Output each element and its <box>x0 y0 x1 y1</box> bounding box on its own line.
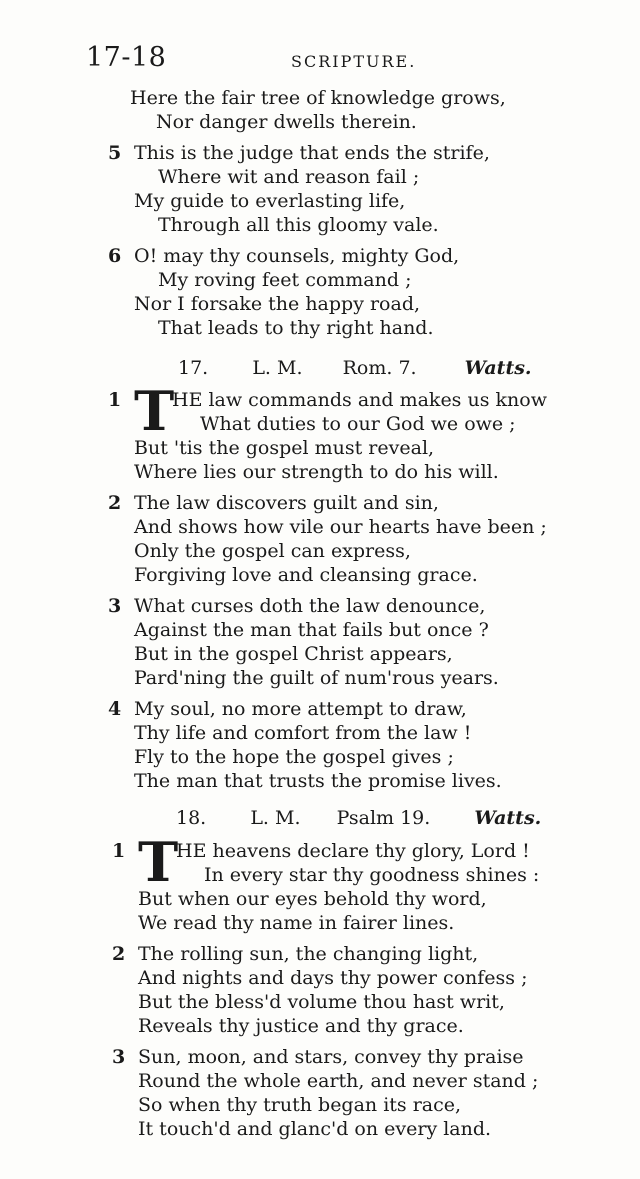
verse-line: Thy life and comfort from the law ! <box>134 722 472 744</box>
hymn-number: 18. <box>176 807 207 829</box>
running-title: SCRIPTURE. <box>291 52 417 71</box>
verse-line: What curses doth the law denounce, <box>134 595 486 617</box>
verse-line: My guide to everlasting life, <box>134 190 406 212</box>
verse-number: 1 <box>108 389 122 411</box>
verse-line: Round the whole earth, and never stand ; <box>138 1070 539 1092</box>
verse-line: Nor I forsake the happy road, <box>134 293 421 315</box>
verse-line: HE heavens declare thy glory, Lord ! <box>176 840 530 862</box>
verse-line: Nor danger dwells therein. <box>156 111 417 133</box>
verse-line: Only the gospel can express, <box>134 540 411 562</box>
verse-line: HE law commands and makes us know <box>172 389 547 411</box>
drop-cap: T <box>134 379 175 443</box>
verse-line: So when thy truth began its race, <box>138 1094 462 1116</box>
verse-line: Where lies our strength to do his will. <box>134 461 499 483</box>
verse-line: What duties to our God we owe ; <box>200 413 516 435</box>
verse-line: And shows how vile our hearts have been ; <box>134 516 547 538</box>
verse-line: O! may thy counsels, mighty God, <box>134 245 460 267</box>
verse-line: Through all this gloomy vale. <box>158 214 439 236</box>
hymn-heading <box>176 806 541 830</box>
verse-number: 1 <box>112 840 126 862</box>
verse-line: The law discovers guilt and sin, <box>134 492 439 514</box>
verse-line: My soul, no more attempt to draw, <box>134 698 467 720</box>
verse-number: 2 <box>112 943 126 965</box>
verse-number: 2 <box>108 492 122 514</box>
verse-line: The man that trusts the promise lives. <box>134 770 502 792</box>
verse-line: Pard'ning the guilt of num'rous years. <box>134 667 499 689</box>
hymn-heading <box>178 356 532 380</box>
verse-line: Against the man that fails but once ? <box>134 619 489 641</box>
page-number: 17-18 <box>86 42 167 73</box>
verse-number: 6 <box>108 245 122 267</box>
verse-line: And nights and days thy power confess ; <box>138 967 528 989</box>
verse-line: This is the judge that ends the strife, <box>134 142 490 164</box>
verse-line: Forgiving love and cleansing grace. <box>134 564 478 586</box>
hymn-author: Watts. <box>464 357 532 379</box>
verse-line: Where wit and reason fail ; <box>158 166 420 188</box>
drop-cap: T <box>138 830 179 894</box>
verse-line: But the bless'd volume thou hast writ, <box>138 991 505 1013</box>
verse-line: Here the fair tree of knowledge grows, <box>130 87 506 109</box>
page-header <box>86 42 436 82</box>
hymn-scripture: Psalm 19. <box>336 807 431 829</box>
verse-line: But when our eyes behold thy word, <box>138 888 487 910</box>
hymn-number: 17. <box>178 357 209 379</box>
verse-line: Reveals thy justice and thy grace. <box>138 1015 464 1037</box>
verse-line: Fly to the hope the gospel gives ; <box>134 746 454 768</box>
verse-number: 4 <box>108 698 122 720</box>
verse-line: In every star thy goodness shines : <box>204 864 540 886</box>
hymn-scripture: Rom. 7. <box>342 357 417 379</box>
verse-line: We read thy name in fairer lines. <box>138 912 455 934</box>
verse-line: It touch'd and glanc'd on every land. <box>138 1118 492 1140</box>
verse-line: That leads to thy right hand. <box>158 317 434 339</box>
verse-number: 5 <box>108 142 122 164</box>
verse-line: Sun, moon, and stars, convey thy praise <box>138 1046 524 1068</box>
verse-line: My roving feet command ; <box>158 269 412 291</box>
verse-line: But 'tis the gospel must reveal, <box>134 437 435 459</box>
hymn-author: Watts. <box>474 807 542 829</box>
verse-number: 3 <box>108 595 122 617</box>
verse-line: But in the gospel Christ appears, <box>134 643 453 665</box>
verse-line: The rolling sun, the changing light, <box>138 943 479 965</box>
hymn-meter: L. M. <box>252 357 303 379</box>
verse-number: 3 <box>112 1046 126 1068</box>
hymn-meter: L. M. <box>250 807 301 829</box>
